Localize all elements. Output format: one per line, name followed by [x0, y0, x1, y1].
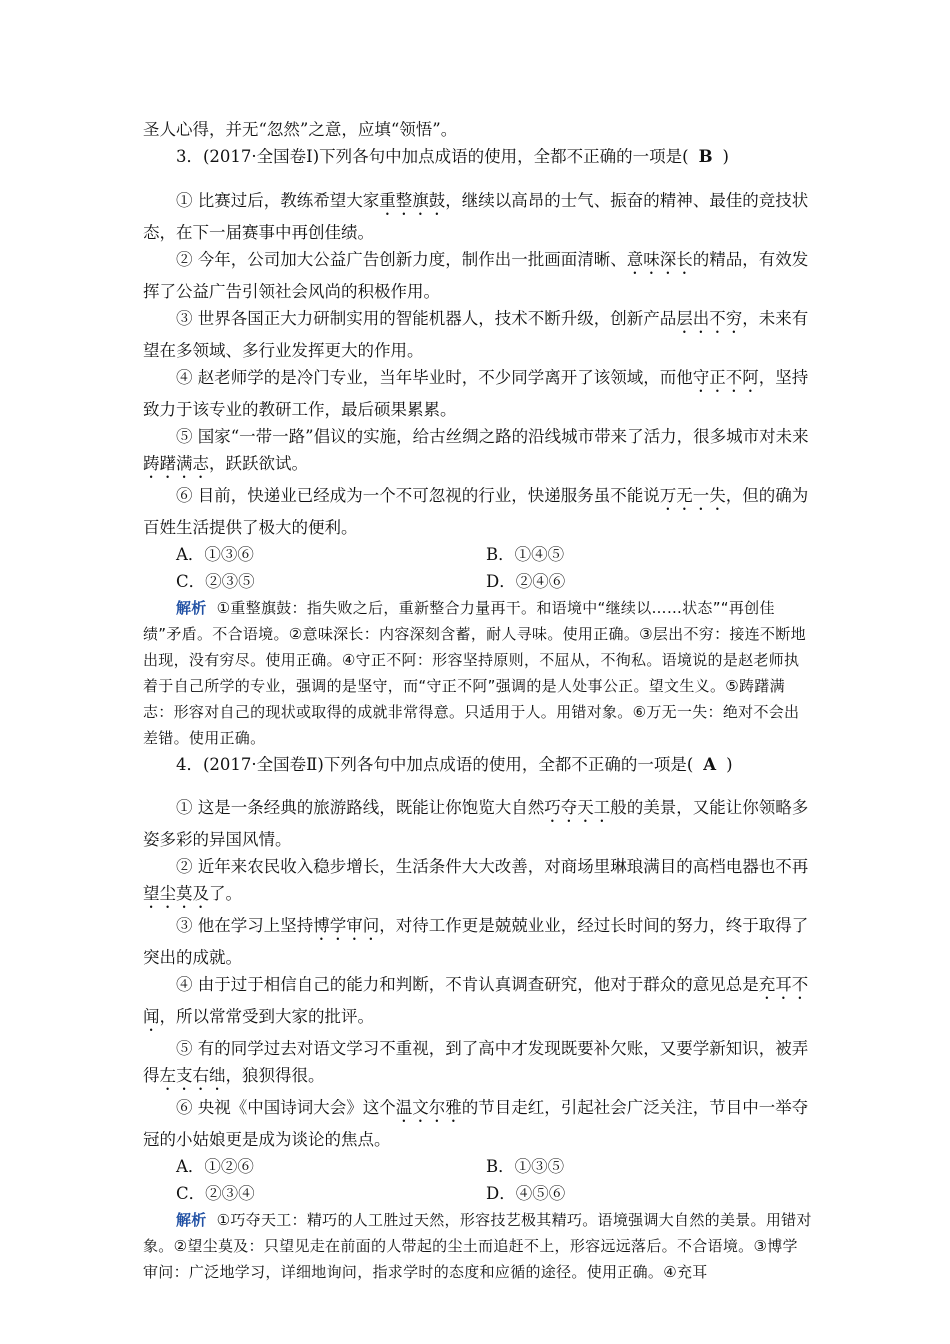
item-text-post: ，继续以高昂的士气、振奋的精神、最佳的竞技状态，在下一届赛事中再创佳绩。: [143, 190, 809, 242]
dotted-idiom: 望尘莫及: [143, 884, 209, 903]
item-text-post: 的节目走红，引起社会广泛关注，节目中一举夺冠的小姑娘更是成为谈论的焦点。: [143, 1098, 809, 1149]
q4-option-b: B．①③⑤: [486, 1157, 565, 1176]
q3-analysis-text: ①重整旗鼓：指失败之后，重新整合力量再干。和语境中“继续以……状态”“再创佳绩”矛盾。不合语境。②意味深长：内容深刻含蓄，耐人寻味。使用正确。③层出不穷：接连不断地出现，没有穷尽。使用正确。④守正不阿：形容坚持原则，不屈从，不徇私。语境说的是赵老师执着于自己所学的专业，强调的是坚守，而“守正不阿”强调的是人处事公正。望文生义。⑤踌躇满志：形容对自己的现状或取得的成就非常得意。只适用于人。用错对象。⑥万无一失：绝对不会出差错。使用正确。: [143, 598, 806, 747]
item-text-pre: ③ 世界各国正大力研制实用的智能机器人，技术不断升级，创新产品: [176, 308, 677, 328]
dotted-idiom: 左支右绌: [159, 1066, 226, 1085]
q3-option-a: A．①③⑥: [176, 544, 254, 564]
dotted-idiom: 巧夺天工: [544, 798, 611, 817]
q4-option-a: A．①②⑥: [176, 1157, 254, 1176]
question-4: [143, 751, 813, 1286]
item-text-pre: ② 近年来农民收入稳步增长，生活条件大大改善，对商场里琳琅满目的高档电器也不再: [176, 857, 809, 876]
q3-item-3: [143, 305, 813, 364]
dotted-idiom: 重整旗鼓: [379, 190, 446, 210]
q3-item-6: [143, 482, 813, 541]
item-text-pre: ④ 赵老师学的是冷门专业，当年毕业时，不少同学离开了该领域，而他: [176, 367, 693, 387]
question-3-stem: [143, 143, 813, 170]
item-text-post: ，所以常常受到大家的批评。: [159, 1007, 374, 1026]
q3-item-2: [143, 246, 813, 305]
question-3-close: ): [722, 147, 729, 166]
dotted-idiom: 层出不穷: [676, 308, 743, 328]
item-text-post: 般的美景，又能让你领略多姿多彩的异国风情。: [143, 798, 809, 849]
dotted-idiom: 意味深长: [626, 249, 693, 269]
document-page: [143, 116, 813, 1285]
q3-option-d: D．②④⑥: [486, 571, 566, 591]
question-3-answer: B: [698, 147, 713, 166]
item-text-pre: ② 今年，公司加大公益广告创新力度，制作出一批画面清晰、: [176, 249, 627, 269]
item-text-pre: ① 比赛过后，教练希望大家: [176, 190, 380, 210]
item-text-pre: ③ 他在学习上坚持: [176, 916, 314, 935]
item-text-pre: ⑥ 央视《中国诗词大会》这个: [176, 1098, 396, 1117]
question-3-stem-text: 3．(2017·全国卷Ⅰ)下列各句中加点成语的使用，全都不正确的一项是(: [176, 147, 689, 166]
item-text-post: ，对待工作更是兢兢业业，经过长时间的努力，终于取得了突出的成就。: [143, 916, 809, 967]
item-text-pre: ① 这是一条经典的旅游路线，既能让你饱览大自然: [176, 798, 545, 817]
dotted-idiom: 充耳不闻: [143, 975, 809, 1026]
item-text-pre: ⑥ 目前，快递业已经成为一个不可忽视的行业，快递服务虽不能说: [176, 485, 660, 505]
q3-item-5: [143, 423, 813, 482]
q4-item-6: [143, 1094, 813, 1153]
dotted-idiom: 踌躇满志: [143, 453, 209, 473]
question-4-stem: [143, 751, 813, 778]
q4-analysis: [143, 1207, 813, 1285]
q4-option-c: C．②③④: [176, 1184, 255, 1203]
item-text-post: 的精品，有效发挥了公益广告引领社会风尚的积极作用。: [143, 249, 809, 301]
q4-item-3: [143, 912, 813, 971]
item-text-post: ，坚持致力于该专业的教研工作，最后硕果累累。: [143, 367, 809, 419]
item-text-post: ，未来有望在多领域、多行业发挥更大的作用。: [143, 308, 809, 360]
item-text-post: ，跃跃欲试。: [209, 453, 308, 473]
analysis-label: 解析: [176, 598, 207, 617]
q4-analysis-text: ①巧夺天工：精巧的人工胜过天然，形容技艺极其精巧。语境强调大自然的美景。用错对象。②望尘莫及：只望见走在前面的人带起的尘土而追赶不上，形容远远落后。不合语境。③博学审问：广泛地学习，详细地询问，指求学时的态度和应循的途径。使用正确。④充耳: [143, 1211, 812, 1281]
item-text-pre: ④ 由于过于相信自己的能力和判断，不肯认真调查研究，他对于群众的意见总是: [176, 975, 759, 994]
question-3: [143, 143, 813, 751]
item-text-post: 了。: [209, 884, 242, 903]
q4-options: [143, 1153, 813, 1207]
q3-option-b: B．①④⑤: [486, 544, 565, 564]
item-text-post: ，狼狈得很。: [225, 1066, 325, 1085]
item-text-pre: ⑤ 国家“一带一路”倡议的实施，给古丝绸之路的沿线城市带来了活力，很多城市对未来: [176, 426, 809, 446]
intro-line: 圣人心得，并无“忽然”之意，应填“领悟”。: [143, 120, 458, 139]
item-text-pre: ⑤ 有的同学过去对语文学习不重视，到了高中才发现既要补欠账，又要学新知识，被弄得: [143, 1039, 809, 1085]
dotted-idiom: 博学审问: [313, 916, 380, 935]
dotted-idiom: 温文尔雅: [395, 1098, 462, 1117]
dotted-idiom: 万无一失: [659, 485, 726, 505]
q3-analysis: [143, 595, 813, 751]
question-4-stem-text: 4．(2017·全国卷Ⅱ)下列各句中加点成语的使用，全都不正确的一项是(: [176, 754, 694, 774]
q4-item-1: [143, 794, 813, 853]
q3-options: [143, 541, 813, 595]
q4-item-4: [143, 971, 813, 1035]
q4-option-d: D．④⑤⑥: [486, 1184, 566, 1203]
q3-item-1: [143, 187, 813, 246]
dotted-idiom: 守正不阿: [692, 367, 759, 387]
q4-item-2: [143, 853, 813, 912]
question-4-answer: A: [703, 754, 717, 774]
q3-option-c: C．②③⑤: [176, 571, 255, 591]
item-text-post: ，但的确为百姓生活提供了极大的便利。: [143, 485, 809, 537]
q3-item-4: [143, 364, 813, 423]
analysis-label: 解析: [176, 1211, 207, 1229]
question-4-close: ): [726, 754, 733, 774]
q4-item-5: [143, 1035, 813, 1094]
